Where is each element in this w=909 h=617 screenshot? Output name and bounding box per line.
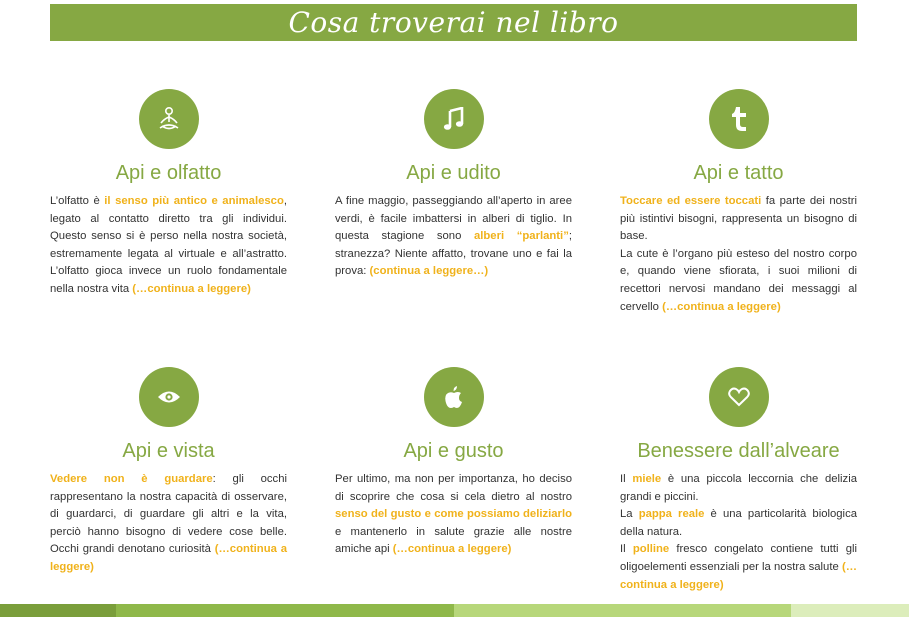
highlighted-text: alberi “parlanti” (473, 230, 569, 243)
read-more-link[interactable]: (…continua a leggere) (132, 282, 251, 295)
feature-card-tatto (620, 89, 857, 316)
highlighted-text: il senso più antico e animalesco (104, 195, 284, 207)
body-text: fresco congelato contiene tutti gli oligoelementi essenziali per la nostra salute (620, 543, 857, 573)
body-text: La (620, 508, 639, 521)
feature-card-olfatto (50, 89, 287, 299)
footer-bar-segment (791, 604, 909, 617)
card-title: Api e vista (122, 440, 215, 462)
body-text: Per ultimo, ma non per importanza, ho deciso di scoprire che cosa si cela dietro al nostro (335, 473, 572, 503)
music-note-icon (424, 89, 484, 149)
card-paragraph (50, 471, 287, 577)
feature-card-gusto (335, 367, 572, 559)
meditation-icon (139, 89, 199, 149)
section-header-banner (50, 4, 857, 41)
highlighted-text: Vedere non è guardare (50, 473, 213, 485)
feature-card-benessere (620, 367, 857, 594)
card-body (335, 471, 572, 559)
read-more-link[interactable]: (…continua a leggere) (392, 543, 512, 556)
card-paragraph (620, 471, 857, 506)
tumblr-icon (709, 89, 769, 149)
body-text: e mantenerlo in salute grazie alle nostre amiche api (335, 525, 572, 556)
read-more-link[interactable]: (…continua a leggere) (620, 560, 857, 591)
body-text: A fine maggio, passeggiando all’aperto in aree verdi, è facile imbattersi in alberi di tiglio. In questa stagione sono (335, 195, 572, 243)
card-paragraph (620, 246, 857, 316)
card-title: Api e olfatto (115, 162, 222, 184)
card-paragraph (335, 193, 572, 281)
footer-bar-segment (0, 604, 116, 617)
card-body (335, 193, 572, 281)
footer-bar-segment (454, 604, 791, 617)
card-title: Api e udito (406, 162, 501, 184)
card-paragraph (335, 471, 572, 559)
highlighted-text: pappa reale (638, 508, 705, 521)
card-title: Benessere dall’alveare (637, 440, 840, 462)
section-title: Cosa troverai nel libro (288, 6, 619, 39)
highlighted-text: senso del gusto e come possiamo deliziarlo (335, 508, 572, 521)
eye-icon (139, 367, 199, 427)
card-body (620, 193, 857, 316)
footer-bar-segment (116, 604, 454, 617)
body-text: L’olfatto è (50, 195, 105, 207)
card-paragraph (620, 541, 857, 594)
apple-icon (424, 367, 484, 427)
card-body (50, 471, 287, 577)
body-text: Il (620, 473, 633, 485)
feature-card-udito (335, 89, 572, 281)
read-more-link[interactable]: (continua a leggere…) (369, 265, 489, 278)
footer-color-bar (0, 604, 909, 617)
card-body (620, 471, 857, 594)
card-title: Api e tatto (693, 162, 784, 184)
card-paragraph (50, 193, 287, 299)
body-text: è una piccola leccornia che delizia grandi e piccini. (620, 473, 857, 503)
body-text: ; stranezza? Niente affatto, trovane uno e fai la prova: (335, 230, 572, 278)
body-text: La cute è l’organo più esteso del nostro corpo e, quando viene sfiorata, i suoi milioni di recettori nervosi mandano dei messaggi al cervello (620, 247, 857, 313)
card-title: Api e gusto (403, 440, 504, 462)
body-text: , legato al contatto diretto tra gli individui. Questo senso si è perso nella nostra società, estremamente legata al virtuale e all’astratto. L’olfatto gioca invece un ruolo fondamentale nella nostra vita (50, 195, 287, 295)
feature-card-vista (50, 367, 287, 577)
highlighted-text: miele (632, 473, 662, 485)
card-paragraph (620, 506, 857, 541)
highlighted-text: polline (632, 543, 670, 556)
read-more-link[interactable]: (…continua a leggere) (662, 300, 781, 313)
card-paragraph (620, 193, 857, 246)
body-text: : gli occhi rappresentano la nostra capacità di osservare, di guardarci, di guardare gli altri e la vita, perciò hanno bisogno di vedere cose belle. Occhi grandi denotano curiosità (50, 473, 287, 556)
body-text: è una particolarità biologica della natura. (620, 508, 857, 538)
read-more-link[interactable]: (…continua a leggere) (50, 543, 287, 573)
card-body (50, 193, 287, 299)
body-text: Il (620, 543, 633, 556)
body-text: fa parte dei nostri più istintivi bisogni, rappresenta un bisogno di base. (620, 195, 857, 243)
heart-icon (709, 367, 769, 427)
highlighted-text: Toccare ed essere toccati (620, 195, 762, 207)
